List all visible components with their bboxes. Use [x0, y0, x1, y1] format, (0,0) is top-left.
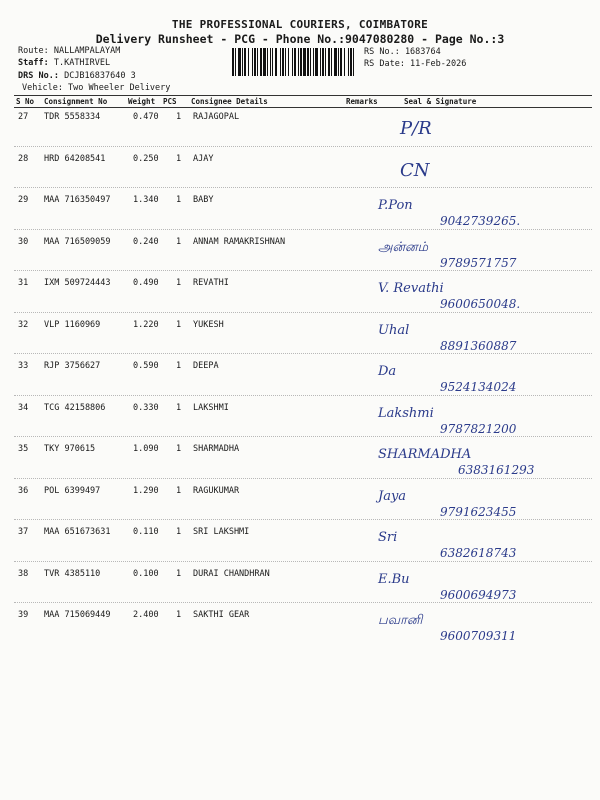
- cell-consignee: SAKTHI GEAR: [193, 610, 250, 620]
- barcode-bar: [260, 48, 262, 76]
- cell-consignment: TKY 970615: [44, 444, 96, 454]
- cell-sno: 37: [18, 527, 29, 537]
- handwritten-signature: [370, 318, 592, 356]
- row-divider: [14, 478, 592, 479]
- barcode-bar: [303, 48, 306, 76]
- signature-name: P/R: [400, 118, 432, 139]
- barcode-bar: [270, 48, 271, 76]
- cell-consignment: IXM 509724443: [44, 278, 111, 288]
- route-value: NALLAMPALAYAM: [53, 46, 121, 56]
- row-divider: [14, 312, 592, 313]
- signature-phone: 6382618743: [440, 546, 517, 560]
- cell-consignment: RJP 3756627: [44, 361, 101, 371]
- cell-consignment: HRD 64208541: [44, 153, 106, 164]
- row-divider: [14, 270, 592, 271]
- col-header-pcs: PCS: [163, 97, 177, 106]
- cell-weight: 0.590: [133, 361, 159, 371]
- signature-phone: 6383161293: [458, 463, 535, 477]
- barcode-bar: [272, 48, 273, 76]
- signature-phone: 9042739265.: [440, 214, 521, 228]
- barcode-bar: [282, 48, 284, 76]
- cell-weight: 0.240: [133, 236, 159, 247]
- barcode-bar: [313, 48, 314, 76]
- barcode-bar: [254, 48, 256, 76]
- cell-pcs: 1: [176, 444, 182, 454]
- cell-consignment: TCG 42158806: [44, 402, 106, 413]
- barcode-bar: [338, 48, 339, 76]
- cell-sno: 31: [18, 278, 29, 288]
- cell-consignee: BABY: [193, 195, 214, 205]
- handwritten-signature: [370, 235, 592, 273]
- col-header-seal: Seal & Signature: [404, 97, 477, 106]
- col-header-weight: Weight: [128, 97, 156, 106]
- cell-pcs: 1: [176, 278, 182, 288]
- barcode-bar: [285, 48, 286, 76]
- signature-name: Da: [378, 364, 397, 379]
- drs-line: [18, 71, 136, 81]
- row-divider: [14, 146, 592, 147]
- barcode-bar: [257, 48, 258, 76]
- company-name: THE PROFESSIONAL COURIERS, COIMBATORE: [171, 18, 429, 31]
- cell-sno: 27: [18, 112, 29, 122]
- signature-phone: 9600709311: [440, 629, 517, 643]
- cell-sno: 38: [18, 568, 29, 579]
- cell-weight: 0.250: [133, 153, 159, 164]
- row-divider: [14, 602, 592, 603]
- signature-phone: 9600694973: [440, 587, 517, 602]
- row-divider: [14, 353, 592, 354]
- cell-consignment: MAA 715069449: [44, 610, 111, 620]
- drs-value: DCJB16837640 3: [64, 71, 136, 81]
- barcode-bar: [344, 48, 345, 76]
- barcode-bar: [331, 48, 332, 76]
- barcode-bar: [242, 48, 243, 76]
- barcode-bar: [300, 48, 302, 76]
- cell-weight: 0.330: [133, 402, 159, 413]
- cell-pcs: 1: [176, 195, 182, 205]
- barcode-bar: [263, 48, 266, 76]
- cell-pcs: 1: [176, 153, 182, 164]
- barcode-bar: [328, 48, 330, 76]
- cell-weight: 1.220: [133, 319, 159, 330]
- cell-consignment: MAA 716350497: [44, 195, 111, 205]
- signature-name: Jaya: [378, 488, 407, 504]
- cell-sno: 39: [18, 610, 29, 620]
- cell-consignee: YUKESH: [193, 319, 224, 330]
- row-divider: [14, 519, 592, 520]
- barcode-bar: [353, 48, 354, 76]
- staff-value: T.KATHIRVEL: [53, 58, 111, 68]
- barcode-bar: [294, 48, 296, 76]
- cell-consignee: SRI LAKSHMI: [193, 527, 250, 537]
- handwritten-signature: [370, 484, 592, 522]
- cell-consignee: RAJAGOPAL: [193, 112, 240, 122]
- row-divider: [14, 229, 592, 230]
- col-header-consignee: Consignee Details: [191, 97, 268, 106]
- handwritten-signature: [370, 567, 592, 605]
- cell-weight: 1.290: [133, 485, 159, 496]
- header-bottom-rule: [14, 107, 592, 108]
- cell-sno: 30: [18, 236, 29, 247]
- runsheet-title: Delivery Runsheet - PCG - Phone No.:9047080280 - Page No.:3: [95, 32, 505, 46]
- cell-consignee: LAKSHMI: [193, 402, 229, 413]
- signature-name: SHARMADHA: [378, 447, 472, 462]
- cell-consignee: DEEPA: [193, 361, 219, 371]
- signature-phone: 9600650048.: [440, 297, 521, 311]
- cell-weight: 0.110: [133, 527, 159, 537]
- drs-label: DRS No.:: [18, 71, 59, 81]
- cell-pcs: 1: [176, 319, 182, 330]
- header-top-rule: [14, 95, 592, 96]
- cell-consignment: VLP 1160969: [44, 319, 101, 330]
- cell-consignee: RAGUKUMAR: [193, 485, 240, 496]
- signature-phone: 9791623455: [440, 504, 517, 519]
- handwritten-signature: [370, 110, 592, 148]
- signature-name: P.Pon: [378, 198, 413, 213]
- barcode-bar: [244, 48, 246, 76]
- row-divider: [14, 561, 592, 562]
- handwritten-signature: [370, 608, 592, 646]
- barcode-bar: [340, 48, 342, 76]
- barcode-bar: [350, 48, 352, 76]
- signature-name: Uhal: [378, 322, 410, 338]
- cell-consignee: AJAY: [193, 153, 214, 164]
- signature-phone: 9524134024: [440, 380, 517, 394]
- barcode-bar: [325, 48, 326, 76]
- barcode-bar: [310, 48, 311, 76]
- handwritten-signature: [370, 193, 592, 231]
- rs-date: RS Date: 11-Feb-2026: [364, 59, 467, 69]
- signature-name: அன்னம்: [378, 239, 429, 255]
- cell-weight: 0.490: [133, 278, 159, 288]
- barcode-bar: [292, 48, 293, 76]
- barcode-bar: [322, 48, 324, 76]
- cell-pcs: 1: [176, 112, 182, 122]
- barcode-bar: [252, 48, 253, 76]
- signature-phone: 9789571757: [440, 255, 517, 270]
- cell-weight: 1.340: [133, 195, 159, 205]
- signature-name: Sri: [378, 530, 398, 545]
- barcode-bar: [235, 48, 236, 76]
- cell-sno: 33: [18, 361, 29, 371]
- cell-sno: 35: [18, 444, 29, 454]
- cell-pcs: 1: [176, 610, 182, 620]
- cell-weight: 0.470: [133, 112, 159, 122]
- cell-weight: 1.090: [133, 444, 159, 454]
- cell-sno: 34: [18, 402, 29, 413]
- signature-name: V. Revathi: [378, 281, 444, 296]
- barcode-bar: [315, 48, 318, 76]
- cell-sno: 29: [18, 195, 29, 205]
- route-label: Route:: [18, 46, 49, 56]
- cell-consignee: SHARMADHA: [193, 444, 240, 454]
- staff-label: Staff:: [18, 58, 49, 68]
- col-header-consignment: Consignment No: [44, 97, 108, 106]
- cell-pcs: 1: [176, 402, 182, 413]
- cell-consignee: ANNAM RAMAKRISHNAN: [193, 236, 286, 247]
- route-line: [18, 46, 120, 56]
- row-divider: [14, 187, 592, 188]
- row-divider: [14, 395, 592, 396]
- cell-weight: 2.400: [133, 610, 159, 620]
- cell-sno: 36: [18, 485, 29, 496]
- signature-name: CN: [400, 159, 430, 181]
- signature-name: E.Bu: [378, 571, 410, 587]
- barcode-bar: [248, 48, 249, 76]
- barcode-bar: [267, 48, 268, 76]
- handwritten-signature: [370, 401, 592, 439]
- handwritten-signature: [370, 276, 592, 314]
- cell-sno: 32: [18, 319, 29, 330]
- cell-consignment: MAA 651673631: [44, 527, 111, 537]
- cell-pcs: 1: [176, 568, 182, 579]
- rs-number: RS No.: 1683764: [364, 47, 441, 57]
- col-header-sno: S No: [16, 97, 35, 106]
- cell-consignee: DURAI CHANDHRAN: [193, 568, 270, 579]
- signature-name: பவானி: [378, 613, 423, 628]
- cell-consignment: POL 6399497: [44, 485, 101, 496]
- cell-pcs: 1: [176, 485, 182, 496]
- signature-phone: 8891360887: [440, 338, 517, 353]
- barcode-bar: [280, 48, 281, 76]
- cell-consignment: TDR 5558334: [44, 112, 101, 122]
- col-header-remarks: Remarks: [346, 97, 378, 106]
- barcode-bar: [348, 48, 349, 76]
- barcode-bar: [307, 48, 309, 76]
- cell-consignment: TVR 4385110: [44, 568, 101, 579]
- barcode-bar: [320, 48, 321, 76]
- signature-phone: 9787821200: [440, 421, 517, 436]
- barcode-bar: [232, 48, 234, 76]
- row-divider: [14, 436, 592, 437]
- cell-consignment: MAA 716509059: [44, 236, 111, 247]
- barcode: [232, 48, 356, 76]
- cell-pcs: 1: [176, 527, 182, 537]
- barcode-bar: [298, 48, 299, 76]
- handwritten-signature: [370, 359, 592, 397]
- staff-line: [18, 58, 110, 68]
- cell-sno: 28: [18, 153, 29, 164]
- barcode-bar: [238, 48, 241, 76]
- cell-pcs: 1: [176, 361, 182, 371]
- cell-weight: 0.100: [133, 568, 159, 579]
- cell-pcs: 1: [176, 236, 182, 247]
- vehicle-line: Vehicle: Two Wheeler Delivery: [22, 83, 171, 93]
- handwritten-signature: [370, 525, 592, 563]
- barcode-bar: [275, 48, 277, 76]
- signature-name: Lakshmi: [378, 405, 434, 421]
- barcode-bar: [334, 48, 337, 76]
- handwritten-signature: [370, 442, 592, 480]
- cell-consignee: REVATHI: [193, 278, 229, 288]
- handwritten-signature: [370, 152, 592, 190]
- barcode-bar: [288, 48, 289, 76]
